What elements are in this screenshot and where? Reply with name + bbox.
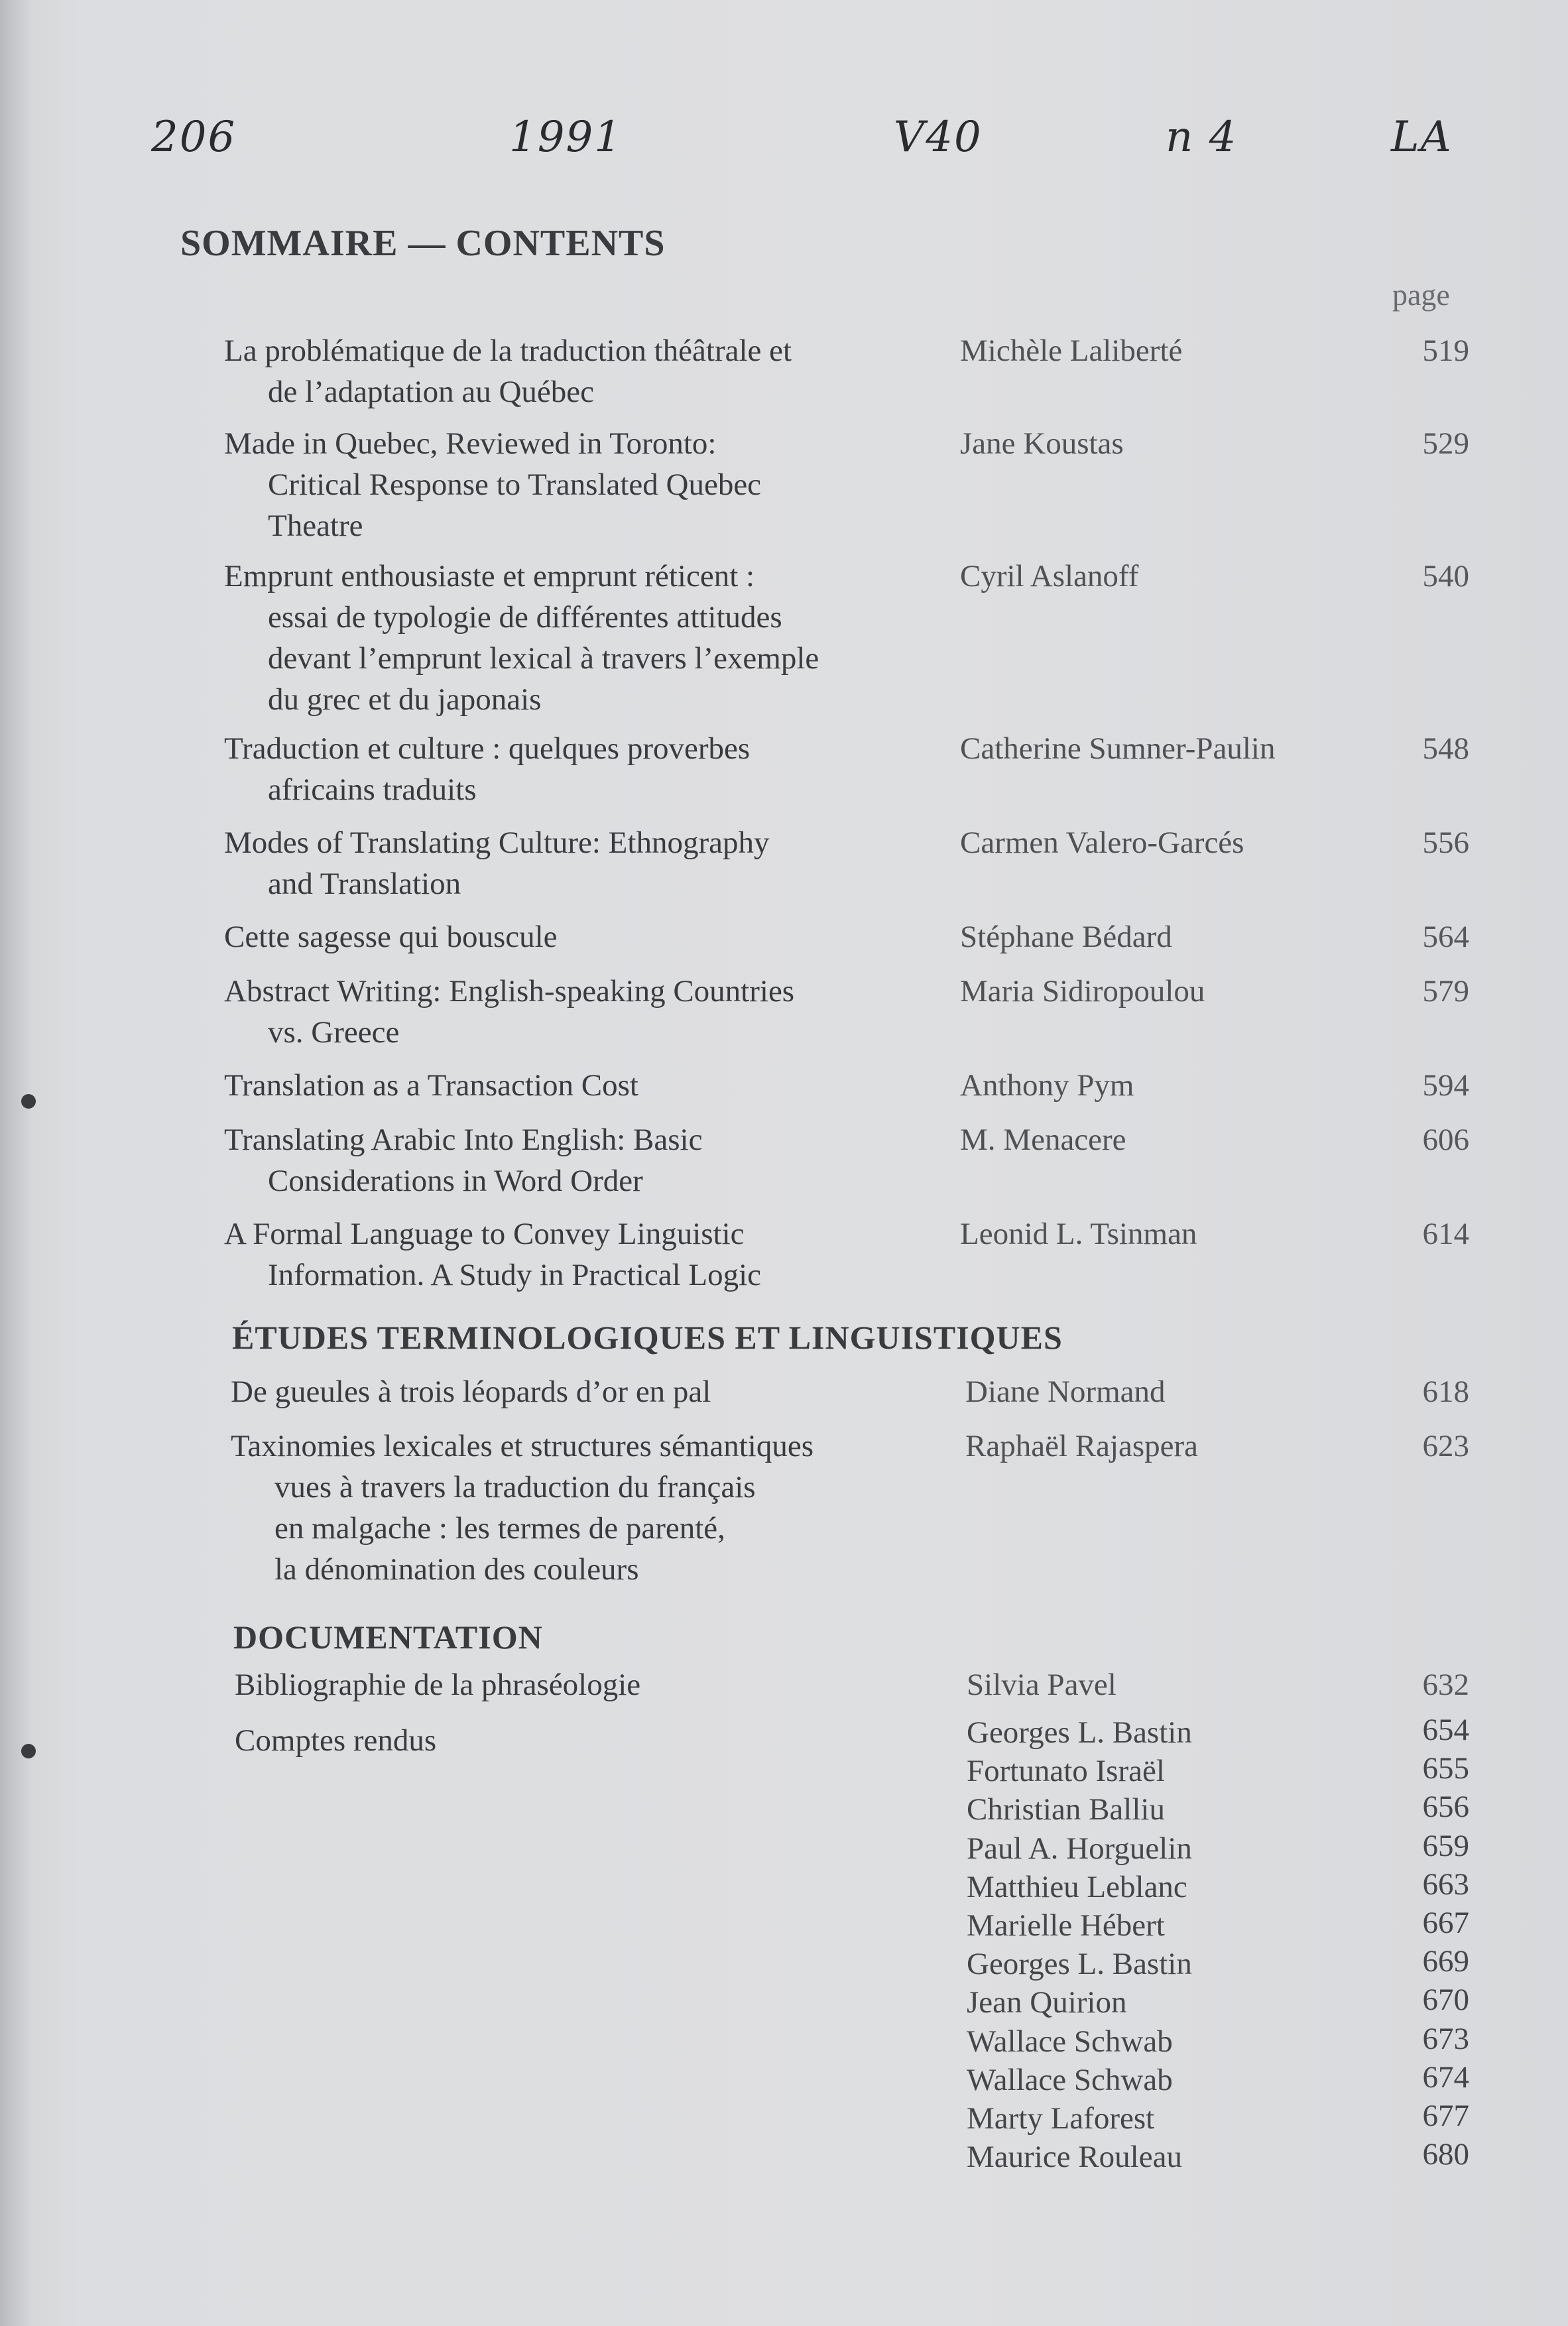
handwritten-note: 206 (151, 113, 237, 162)
review-item (967, 2138, 1471, 2176)
review-item (967, 2022, 1471, 2061)
punch-hole (21, 1094, 36, 1109)
entry-author: M. Menacere (960, 1123, 1126, 1157)
entry-title: Traduction et culture : quelques proverbes africains traduits (224, 731, 751, 807)
entry-page: 529 (1422, 426, 1469, 461)
review-page: 677 (1422, 2098, 1469, 2133)
review-author: Georges L. Bastin (967, 1715, 1192, 1750)
review-author: Marty Laforest (967, 2101, 1155, 2136)
entry-author: Anthony Pym (960, 1068, 1134, 1103)
entry-title: Abstract Writing: English-speaking Countries vs. Greece (224, 974, 795, 1050)
entry-author: Catherine Sumner-Paulin (960, 731, 1276, 766)
review-page: 659 (1422, 1828, 1469, 1863)
entry-page: 632 (1422, 1668, 1469, 1702)
review-author: Fortunato Israël (967, 1754, 1165, 1789)
handwritten-note: n 4 (1166, 113, 1238, 162)
review-item (967, 1829, 1471, 1868)
entry-page: 623 (1422, 1429, 1469, 1463)
review-item (967, 1945, 1471, 1983)
review-item (967, 1752, 1471, 1790)
reviews-list (967, 1713, 1471, 2176)
review-item (967, 1790, 1471, 1829)
review-page: 656 (1422, 1790, 1469, 1825)
entry-title: Emprunt enthousiaste et emprunt réticent : essai de typologie de différentes attitudes devant l’emprunt lexical à travers l’exemple du grec et du japonais (224, 559, 819, 717)
review-item (967, 1713, 1471, 1752)
page-column-label: page (1392, 278, 1450, 312)
review-item (967, 2061, 1471, 2099)
entry-author: Cyril Aslanoff (960, 559, 1139, 593)
entry-author: Maria Sidiropoulou (960, 974, 1205, 1009)
review-page: 669 (1422, 1944, 1469, 1979)
entry-page: 540 (1422, 559, 1469, 593)
review-item (967, 1906, 1471, 1945)
review-page: 667 (1422, 1905, 1469, 1940)
review-author: Paul A. Horguelin (967, 1831, 1192, 1866)
entry-page: 594 (1422, 1068, 1469, 1103)
entry-author: Michèle Laliberté (960, 334, 1183, 368)
entry-title: Bibliographie de la phraséologie (235, 1668, 641, 1702)
review-author: Matthieu Leblanc (967, 1869, 1187, 1904)
entry-author: Stéphane Bédard (960, 920, 1172, 954)
entry-author: Leonid L. Tsinman (960, 1217, 1197, 1251)
entry-title: A Formal Language to Convey Linguistic Information. A Study in Practical Logic (224, 1217, 762, 1292)
entry-page: 548 (1422, 731, 1469, 766)
entry-page: 556 (1422, 826, 1469, 860)
entry-author: Raphaël Rajaspera (965, 1429, 1199, 1463)
entry-page: 606 (1422, 1123, 1469, 1157)
review-page: 673 (1422, 2021, 1469, 2056)
entry-title: Cette sagesse qui bouscule (224, 920, 558, 954)
review-page: 663 (1422, 1867, 1469, 1902)
entry-page: 618 (1422, 1375, 1469, 1409)
entry-author: Silvia Pavel (967, 1668, 1116, 1702)
handwritten-note: 1991 (509, 113, 623, 162)
entry-title: Made in Quebec, Reviewed in Toronto: Critical Response to Translated Quebec Theatre (224, 426, 762, 543)
review-item (967, 1983, 1471, 2022)
entry-page: 614 (1422, 1217, 1469, 1251)
review-item (967, 1868, 1471, 1906)
entry-page: 519 (1422, 334, 1469, 368)
entry-author: Jane Koustas (960, 426, 1124, 461)
review-page: 654 (1422, 1713, 1469, 1747)
review-item (967, 2099, 1471, 2138)
handwritten-note: V40 (894, 113, 983, 162)
review-page: 655 (1422, 1751, 1469, 1786)
entry-title: Modes of Translating Culture: Ethnography and Translation (224, 826, 770, 901)
entry-title: De gueules à trois léopards d’or en pal (231, 1375, 711, 1409)
entry-title: Comptes rendus (235, 1723, 437, 1758)
section-heading-documentation: DOCUMENTATION (233, 1619, 543, 1656)
entry-page: 564 (1422, 920, 1469, 954)
entry-title: Translating Arabic Into English: Basic Considerations in Word Order (224, 1123, 703, 1198)
punch-hole (21, 1744, 36, 1758)
entry-title: La problématique de la traduction théâtrale et de l’adaptation au Québec (224, 334, 792, 409)
entry-author: Diane Normand (965, 1375, 1166, 1409)
review-page: 674 (1422, 2059, 1469, 2095)
binding-edge (0, 0, 32, 2326)
entry-title: Taxinomies lexicales et structures sémantiques vues à travers la traduction du français en malgache : les termes de parenté, la dénomination des couleurs (231, 1429, 814, 1587)
contents-heading: SOMMAIRE — CONTENTS (180, 223, 666, 264)
review-author: Wallace Schwab (967, 2062, 1173, 2097)
review-page: 680 (1422, 2137, 1469, 2172)
review-author: Christian Balliu (967, 1792, 1165, 1827)
handwritten-note: LA (1391, 113, 1453, 162)
review-author: Wallace Schwab (967, 2024, 1173, 2059)
section-heading-terminology: ÉTUDES TERMINOLOGIQUES ET LINGUISTIQUES (232, 1319, 1063, 1356)
entry-page: 579 (1422, 974, 1469, 1009)
review-author: Marielle Hébert (967, 1908, 1165, 1943)
review-page: 670 (1422, 1983, 1469, 2018)
review-author: Maurice Rouleau (967, 2140, 1182, 2175)
review-author: Jean Quirion (967, 1985, 1127, 2020)
entry-author: Carmen Valero-Garcés (960, 826, 1244, 860)
review-author: Georges L. Bastin (967, 1947, 1192, 1982)
entry-title: Translation as a Transaction Cost (224, 1068, 638, 1103)
